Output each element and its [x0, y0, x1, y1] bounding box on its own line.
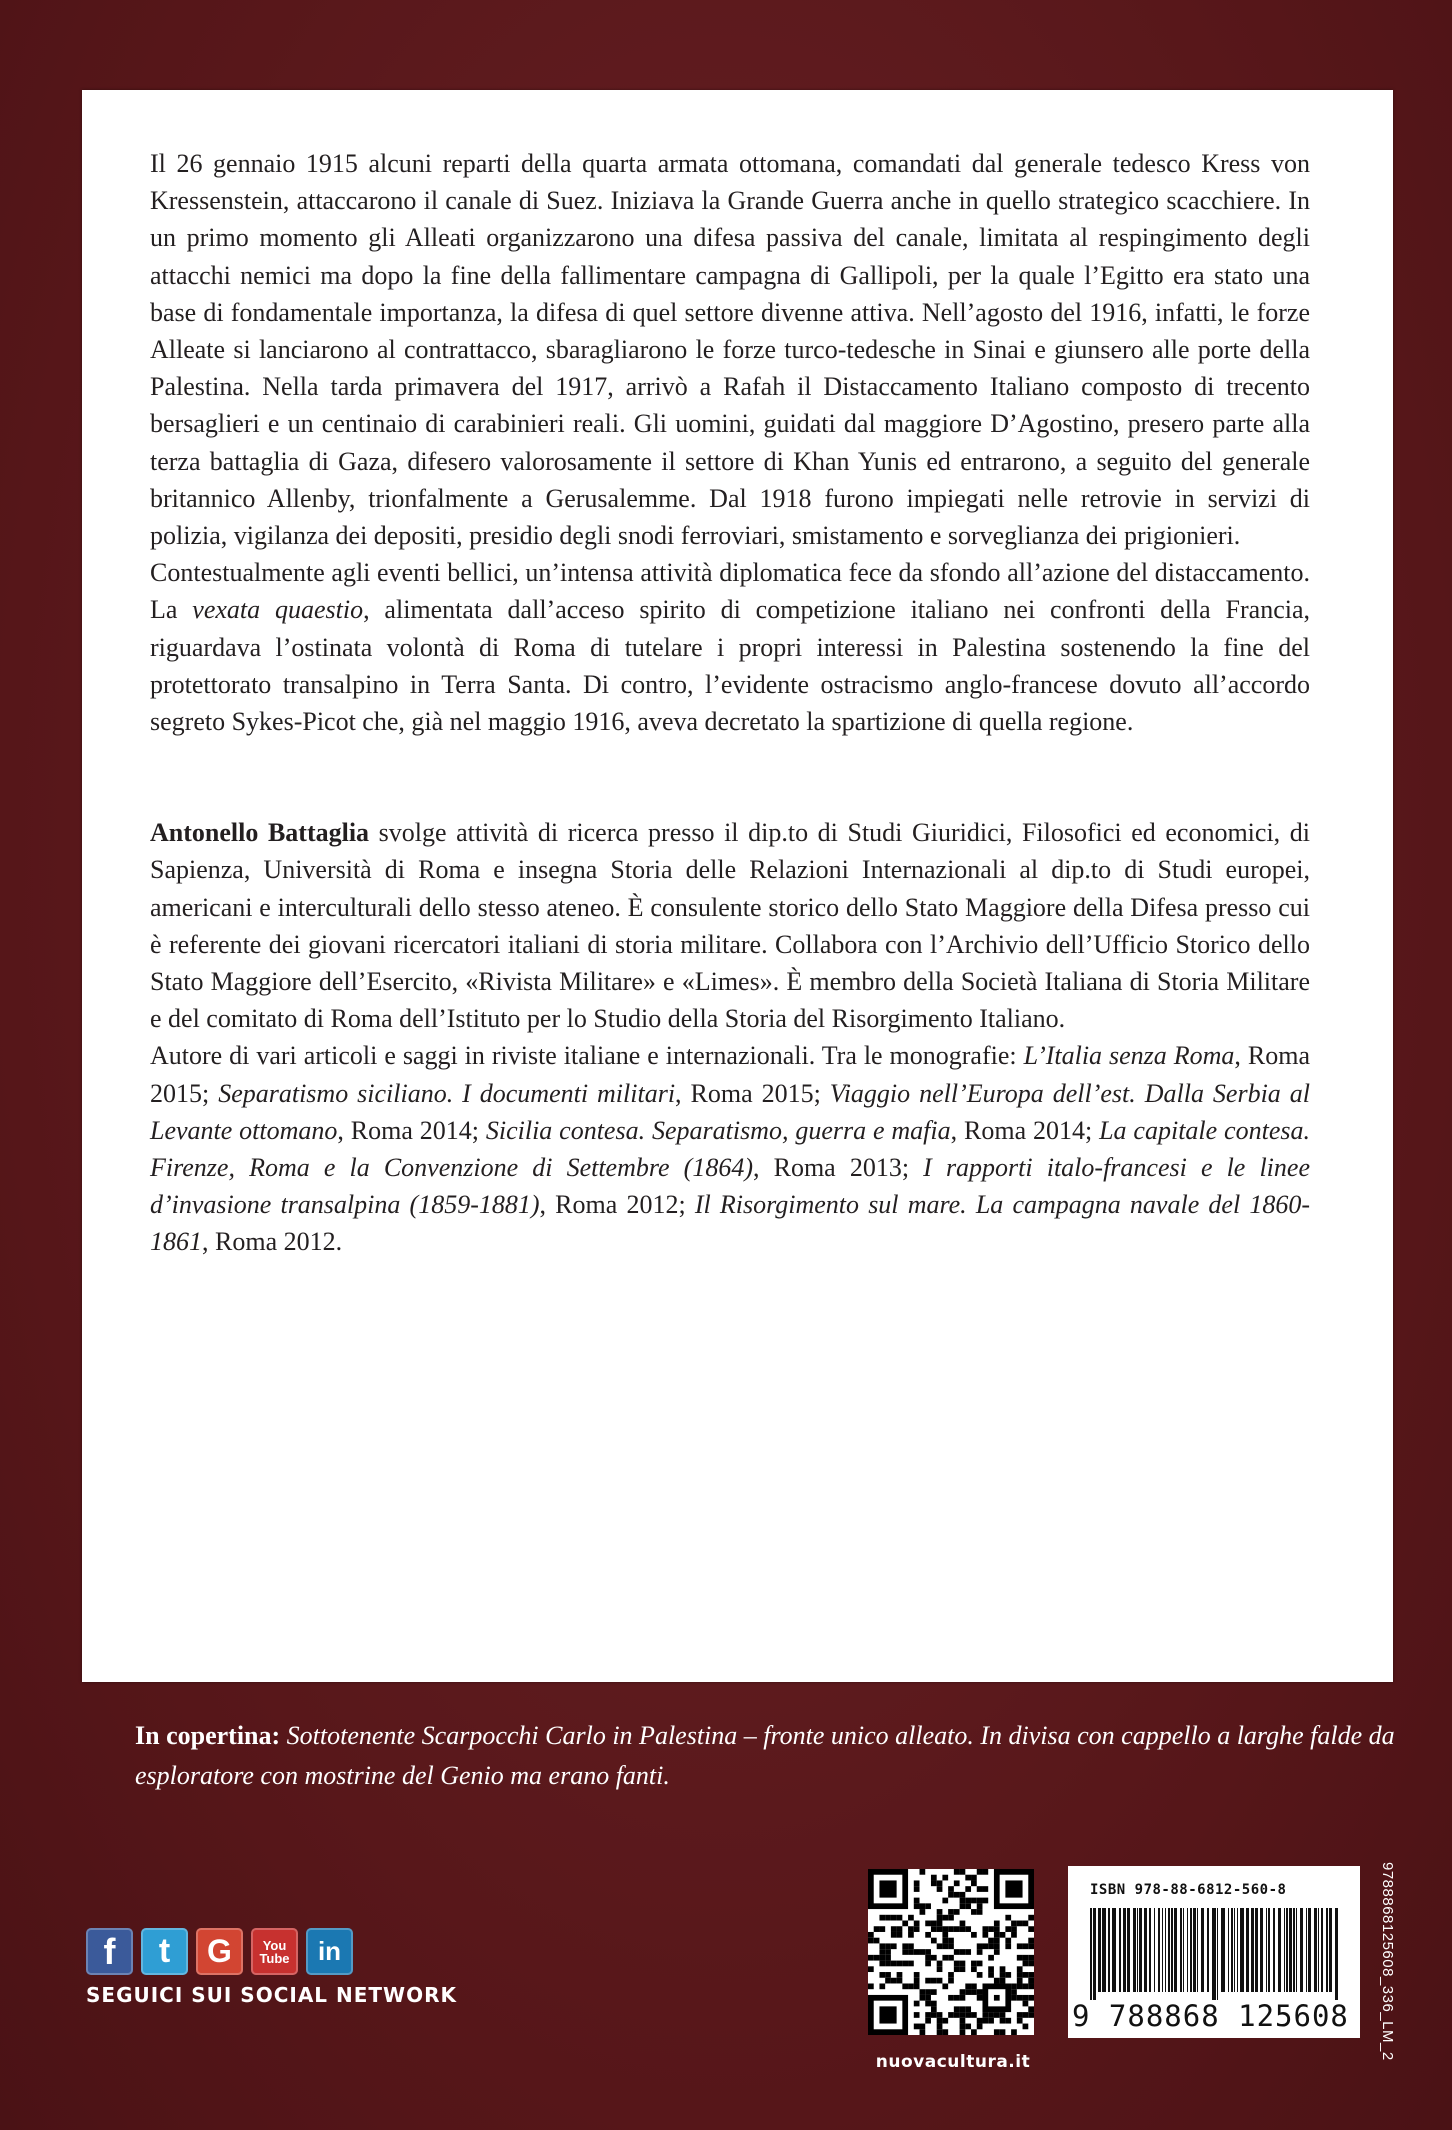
social-label: SEGUICI SUI SOCIAL NETWORK — [86, 1983, 458, 2007]
author-works — [150, 1037, 1310, 1260]
barcode-digits: 9 788868 125608 — [1072, 1999, 1349, 2033]
bio-text: svolge attività di ricerca presso il dip.to di Studi Giuridici, Filosofici ed economici, di Sapienza, Università di Roma e insegna Storia delle Relazioni Internazionali al dip.to di Studi europei, americani e interculturali dello stesso ateneo. È consulente storico dello Stato Maggiore della Difesa presso cui è referente dei giovani ricercatori italiani di storia militare. Collabora con l’Archivio dell’Ufficio Storico dello Stato Maggiore dell’Esercito, «Rivista Militare» e «Limes». È membro della Società Italiana di Storia Militare e del comitato di Roma dell’Istituto per lo Studio della Storia del Risorgimento Italiano. — [150, 818, 1310, 1034]
diplomacy-text-b: , alimentata dall’acceso spirito di competizione italiano nei confronti della Francia, riguardava l’ostinata volontà di Roma di tutelare i propri interessi in Palestina sostenendo la fine del protettorato transalpino in Terra Santa. Di contro, l’evidente ostracismo anglo-francese dovuto all’accordo segreto Sykes-Picot che, già nel maggio 1916, aveva decretato la spartizione di quella regione. — [150, 595, 1311, 737]
diplomacy-text-a: Contestualmente agli eventi bellici, un’intensa attività diplomatica fece da sfondo all’azione del distaccamento. La — [150, 558, 1310, 625]
cover-caption — [135, 1716, 1395, 1796]
work-text: , Roma 2012. — [202, 1227, 343, 1257]
qr-code-icon[interactable] — [868, 1869, 1034, 2035]
paragraph-diplomacy — [150, 554, 1310, 740]
work-text: , Roma 2015; — [150, 1041, 1310, 1108]
work-text: , Roma 2014; — [337, 1115, 486, 1145]
author-name: Antonello Battaglia — [150, 818, 370, 848]
google-plus-icon[interactable]: G — [196, 1928, 243, 1975]
isbn-label: ISBN 978-88-6812-560-8 — [1090, 1882, 1287, 1898]
author-bio — [150, 814, 1310, 1037]
qr-block — [868, 1869, 1038, 2072]
paragraph-synopsis: Il 26 gennaio 1915 alcuni reparti della quarta armata ottomana, comandati dal generale tedesco Kress von Kressenstein, attaccarono il canale di Suez. Iniziava la Grande Guerra anche in quello strategico scacchiere. In un primo momento gli Alleati organizzarono una difesa passiva del canale, limitata al respingimento degli attacchi nemici ma dopo la fine della fallimentare campagna di Gallipoli, per la quale l’Egitto era stato una base di fondamentale importanza, la difesa di quel settore divenne attiva. Nell’agosto del 1916, infatti, le forze Alleate si lanciarono al contrattacco, sbaragliarono le forze turco-tedesche in Sinai e giunsero alle porte della Palestina. Nella tarda primavera del 1917, arrivò a Rafah il Distaccamento Italiano composto di trecento bersaglieri e un centinaio di carabinieri reali. Gli uomini, guidati dal maggiore D’Agostino, presero parte alla terza battaglia di Gaza, difesero valorosamente il settore di Khan Yunis ed entrarono, a seguito del generale britannico Allenby, trionfalmente a Gerusalemme. Dal 1918 furono impiegati nelle retrovie in servizi di polizia, vigilanza dei depositi, presidio degli snodi ferroviari, smistamento e sorveglianza dei prigionieri. — [150, 149, 1310, 551]
barcode-icon — [1090, 1908, 1340, 2000]
youtube-icon[interactable]: You Tube — [251, 1928, 298, 1975]
work-text: , Roma 2015; — [675, 1078, 830, 1108]
work-title: Viaggio nell’Europa dell’est. Dalla Serbia al Levante ottomano — [150, 1078, 1310, 1145]
social-network-block — [86, 1928, 457, 2007]
work-text: , Roma 2014; — [950, 1115, 1100, 1145]
work-title: Il Risorgimento sul mare. La campagna navale del 1860-1861 — [150, 1190, 1310, 1257]
work-title: L’Italia senza Roma — [1023, 1041, 1235, 1071]
work-text: , Roma 2012; — [539, 1190, 695, 1220]
isbn-barcode — [1068, 1866, 1360, 2038]
work-title: Sicilia contesa. Separatismo, guerra e mafia — [485, 1115, 951, 1145]
caption-text: Sottotenente Scarpocchi Carlo in Palestina – fronte unico alleato. In divisa con cappello a larghe falde da esploratore con mostrine del Genio ma erano fanti. — [135, 1721, 1395, 1790]
work-title: La capitale contesa. Firenze, Roma e la Convenzione di Settembre (1864) — [150, 1115, 1310, 1183]
work-text: Autore di vari articoli e saggi in riviste italiane e internazionali. Tra le monografie: — [150, 1041, 1024, 1071]
twitter-icon[interactable]: t — [141, 1928, 188, 1975]
work-title: I rapporti italo-francesi e le linee d’invasione transalpina (1859-1881) — [150, 1153, 1310, 1220]
work-text: , Roma 2013; — [753, 1153, 924, 1183]
publisher-site[interactable]: nuovacultura.it — [875, 2052, 1031, 2072]
work-title: Separatismo siciliano. I documenti militari — [218, 1078, 676, 1108]
caption-label: In copertina: — [135, 1721, 281, 1750]
vexata-quaestio: vexata quaestio — [192, 595, 364, 625]
blurb-text — [150, 145, 1310, 1261]
facebook-icon[interactable]: f — [86, 1928, 133, 1975]
linkedin-icon[interactable]: in — [306, 1928, 353, 1975]
side-code: 9788868125608_336_LM_2 — [1379, 1862, 1396, 2061]
